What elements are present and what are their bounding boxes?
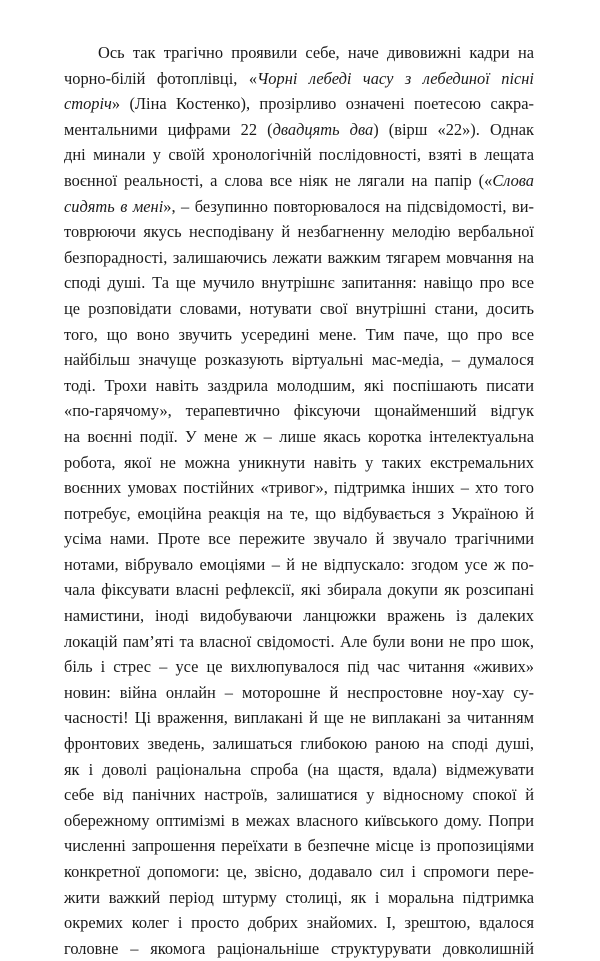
text-run: обережному оптимізмі в межах власного київського дому. Попри bbox=[64, 810, 534, 830]
text-run: це розповідати словами, нотувати свої внутрішні стани, досить bbox=[64, 298, 534, 318]
text-run: дні минали у своїй хронологічній послідовності, взяті в лещата bbox=[64, 145, 534, 165]
text-run: фронтових зведень, залишаться глибокою раною на споді душі, bbox=[64, 734, 534, 754]
text-run: Ось так трагічно проявили себе, наче дивовижні кадри на bbox=[98, 43, 534, 62]
text-line bbox=[64, 936, 534, 961]
text-run: новин: війна онлайн – моторошне й неспростовне ноу-хау су- bbox=[64, 682, 534, 702]
italic-text-run: сторіч bbox=[64, 94, 112, 114]
text-line bbox=[64, 731, 534, 757]
text-line bbox=[64, 654, 534, 680]
text-line bbox=[64, 270, 534, 296]
body-paragraph bbox=[64, 40, 534, 961]
text-run: споді душі. Та ще мучило внутрішнє запитання: навіщо про все bbox=[64, 273, 534, 293]
text-line bbox=[64, 296, 534, 322]
text-line bbox=[64, 552, 534, 578]
text-run: усіма нами. Проте все пережите звучало й звучало трагічними bbox=[64, 529, 534, 549]
text-line bbox=[64, 398, 534, 424]
text-run: нотами, вібрувало емоціями – й не відпускало: згодом усе ж по- bbox=[64, 554, 534, 574]
text-line bbox=[64, 424, 534, 450]
text-run: як і доволі раціональна спроба (на щастя, вдала) відмежувати bbox=[64, 759, 534, 779]
text-run: чала фіксувати власні рефлексії, які збирала докупи як розсипані bbox=[64, 580, 534, 600]
text-line bbox=[64, 757, 534, 783]
text-line bbox=[64, 526, 534, 552]
text-line bbox=[64, 680, 534, 706]
text-line bbox=[64, 450, 534, 476]
text-line bbox=[64, 66, 534, 92]
italic-text-run: Чорні лебеді часу з лебединої пісні bbox=[257, 68, 534, 88]
text-line bbox=[64, 629, 534, 655]
text-run: «по-гарячому», терапевтично фіксуючи щонайменший відгук bbox=[64, 401, 534, 421]
text-line bbox=[64, 501, 534, 527]
text-run: » (Ліна Костенко), прозірливо означені поетесою сакра- bbox=[111, 94, 534, 114]
text-line bbox=[64, 142, 534, 168]
text-run: найбільш значуще розказують віртуальні мас-медіа, – думалося bbox=[64, 350, 534, 370]
text-run: біль і стрес – усе це вихлюпувалося під час читання «живих» bbox=[64, 657, 534, 677]
text-run: чорно-білій фотоплівці, « bbox=[64, 68, 258, 88]
text-line bbox=[64, 910, 534, 936]
text-line bbox=[64, 245, 534, 271]
text-line bbox=[64, 373, 534, 399]
text-run: головне – якомога раціональніше структурувати довколишній bbox=[64, 938, 534, 958]
text-run: конкретної допомоги: це, звісно, додавало сил і спромоги пере- bbox=[64, 862, 534, 881]
text-run: », – безупинно повторювалося на підсвідомості, ви- bbox=[163, 196, 534, 216]
text-line bbox=[64, 705, 534, 731]
italic-text-run: двадцять два bbox=[272, 119, 374, 139]
text-line bbox=[64, 603, 534, 629]
text-line bbox=[64, 833, 534, 859]
italic-text-run: сидять в мені bbox=[64, 196, 164, 216]
italic-text-run: Слова bbox=[492, 170, 534, 190]
text-line bbox=[64, 475, 534, 501]
text-run: локацій пам’яті та власної свідомості. Але були вони не про шок, bbox=[64, 631, 534, 651]
text-run: себе від панічних настроїв, залишатися у відносному спокої й bbox=[64, 785, 534, 805]
text-run: жити важкий період штурму столиці, як і моральна підтримка bbox=[64, 887, 534, 907]
text-run: окремих колег і просто добрих знайомих. І, зрештою, вдалося bbox=[64, 913, 534, 933]
text-run: безпорадності, залишаючись лежати важким тягарем мовчання на bbox=[64, 247, 534, 267]
text-line bbox=[64, 91, 534, 117]
text-line bbox=[64, 322, 534, 348]
text-run: ) (вірш «22»). Однак bbox=[373, 119, 534, 139]
text-line bbox=[64, 347, 534, 373]
text-line bbox=[64, 219, 534, 245]
text-run: на воєнні події. У мене ж – лише якась коротка інтелектуальна bbox=[64, 426, 534, 446]
text-run: потребує, емоційна реакція на те, що відбувається з Україною й bbox=[64, 503, 534, 523]
text-line bbox=[64, 40, 534, 66]
text-line bbox=[64, 194, 534, 220]
text-run: того, що воно звучить усередині мене. Тим паче, що про все bbox=[64, 324, 534, 344]
text-run: товрюючи якусь несподівану й незбагненну мелодію вербальної bbox=[64, 222, 534, 242]
text-run: численні запрошення переїхати в безпечне місце із пропозиціями bbox=[64, 836, 534, 856]
text-line bbox=[64, 859, 534, 885]
text-run: ментальними цифрами 22 ( bbox=[64, 119, 273, 139]
text-run: робота, якої не можна уникнути навіть у таких екстремальних bbox=[64, 452, 534, 472]
text-line bbox=[64, 782, 534, 808]
text-run: воєнних умовах постійних «тривог», підтримка інших – хто того bbox=[64, 478, 534, 498]
text-run: тоді. Трохи навіть заздрила молодшим, які поспішають писати bbox=[64, 375, 534, 395]
text-line bbox=[64, 117, 534, 143]
text-line bbox=[64, 577, 534, 603]
text-run: намистини, іноді видобуваючи ланцюжки вражень із далеких bbox=[64, 606, 534, 626]
text-run: воєнної реальності, а слова все ніяк не лягали на папір (« bbox=[64, 170, 493, 190]
text-line bbox=[64, 885, 534, 911]
text-run: часності! Ці враження, виплакані й ще не виплакані за читанням bbox=[64, 708, 534, 728]
text-line bbox=[64, 168, 534, 194]
